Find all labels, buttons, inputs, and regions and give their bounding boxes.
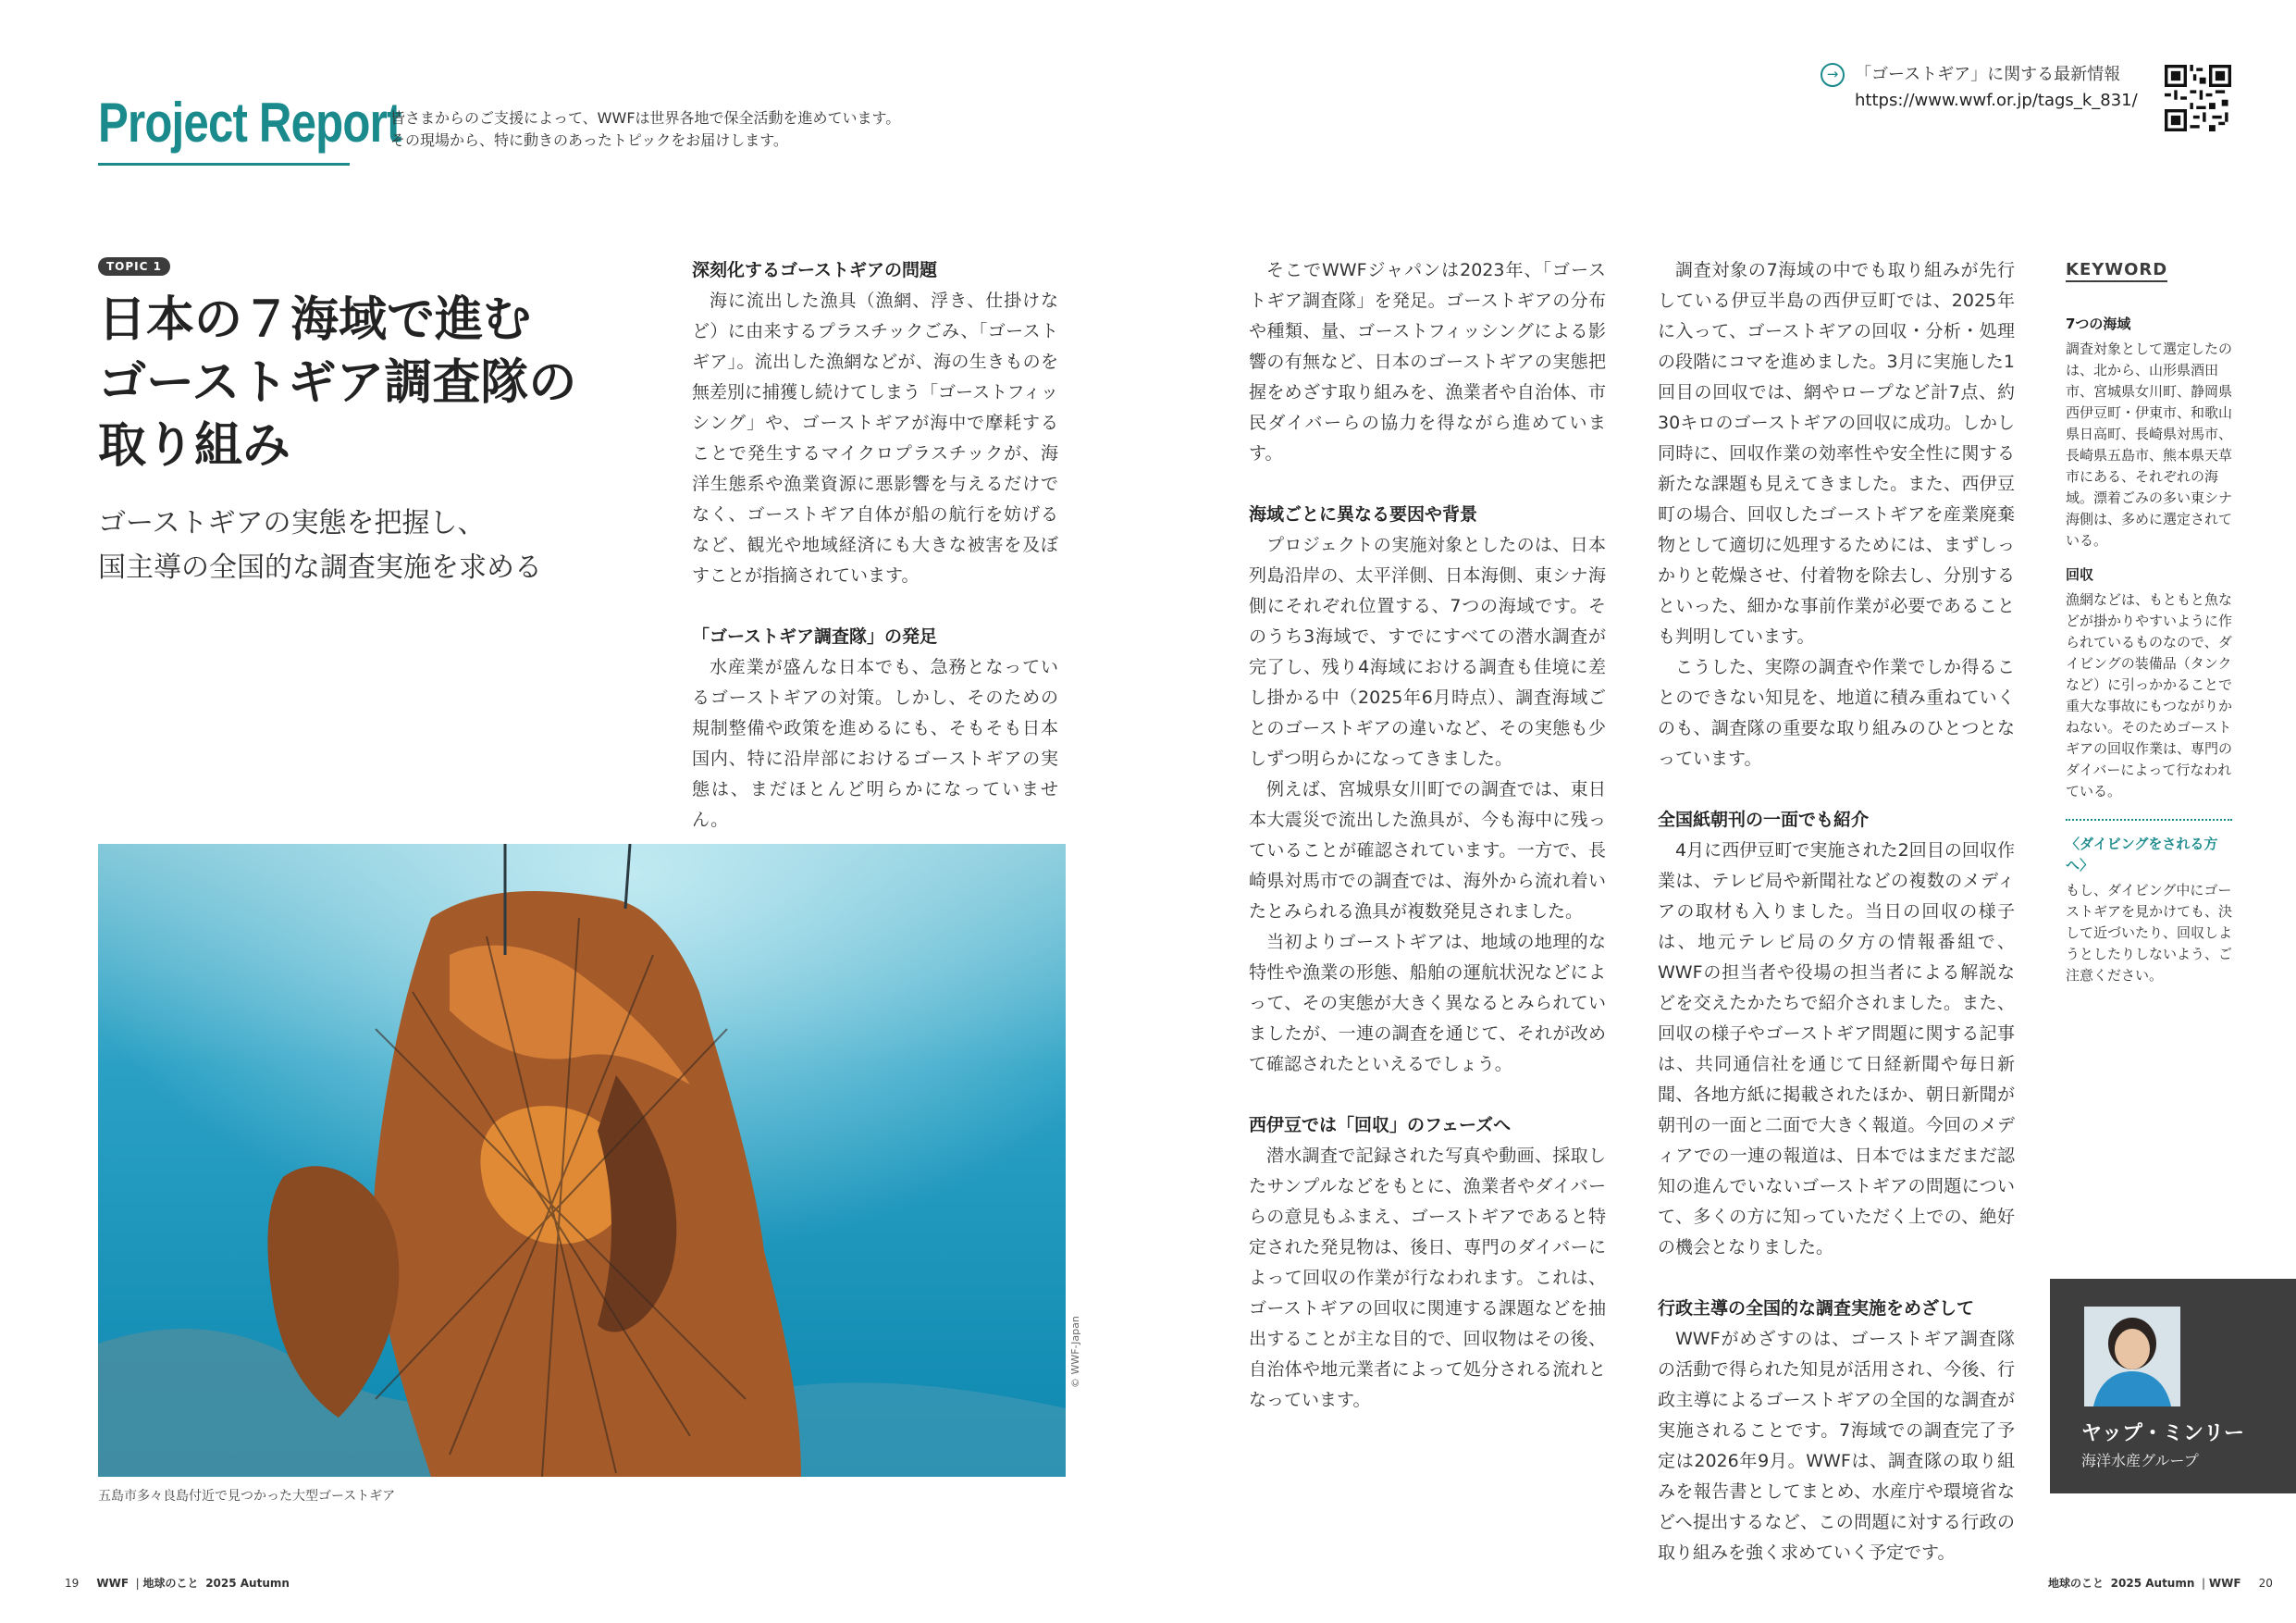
section-heading: 行政主導の全国的な調査実施をめざして <box>1658 1298 1975 1319</box>
article-column-3 <box>1658 255 2015 1568</box>
page-number: 19 <box>65 1577 80 1590</box>
keyword-divider <box>2066 819 2232 821</box>
paragraph: そこでWWFジャパンは2023年、「ゴーストギア調査隊」を発足。ゴーストギアの分布や種類、量、ゴーストフィッシングによる影響の有無など、日本のゴーストギアの実態把握をめざす取り組みを、漁業者や自治体、市民ダイバーらの協力を得ながら進めています。 <box>1249 260 1606 464</box>
article-column-2 <box>1249 255 1606 1416</box>
footer-right: 地球のこと 2025 Autumn | WWF 20 <box>2048 1577 2273 1590</box>
headline-line-3: 取り組み <box>98 418 291 474</box>
author-group: 海洋水産グループ <box>2081 1452 2199 1469</box>
section-heading: 海域ごとに異なる要因や背景 <box>1249 504 1478 525</box>
author-name: ヤップ・ミンリー <box>2081 1422 2245 1445</box>
info-label: 「ゴーストギア」に関する最新情報 <box>1855 65 2121 84</box>
section-heading: 深刻化するゴーストギアの問題 <box>692 260 938 280</box>
paragraph: 調査対象の7海域の中でも取り組みが先行している伊豆半島の西伊豆町では、2025年に入って、ゴーストギアの回収・分析・処理の段階にコマを進めました。3月に実施した1回目の回収では、網やロープなど計7点、約30キロのゴーストギアの回収に成功。しかし同時に、回収作業の効率性や安全性に関する新たな課題も見えてきました。また、西伊豆町の場合、回収したゴーストギアを産業廃棄物として適切に処理するためには、まずしっかりと乾燥させ、付着物を除去し、分別するといった、細かな事前作業が必要であることも判明しています。 <box>1658 260 2015 647</box>
section-heading: 全国紙朝刊の一面でも紹介 <box>1658 810 1870 830</box>
photo-credit: © WWF-Japan <box>1069 1316 1081 1388</box>
article-headline <box>98 289 616 477</box>
article-subhead <box>98 502 616 590</box>
page-number: 20 <box>2258 1577 2273 1590</box>
footer-mag: 地球のこと <box>142 1577 199 1590</box>
page-section-title: Project Report <box>98 92 401 154</box>
paragraph: 4月に西伊豆町で実施された2回目の回収作業は、テレビ局や新聞社などの複数のメディアの取材も入りました。当日の回収の様子は、地元テレビ局の夕方の情報番組で、WWFの担当者や役場の担当者による解説などを交えたかたちで紹介されました。また、回収の様子やゴーストギア問題に関する記事は、共同通信社を通じて日経新聞や毎日新聞、各地方紙に掲載されたほか、朝日新聞が朝刊の一面と二面で大きく報道。今回のメディアでの一連の報道は、日本ではまだまだ認知の進んでいないゴーストギアの問題について、多くの方に知っていただく上での、絶好の機会となりました。 <box>1658 840 2015 1258</box>
paragraph: 潜水調査で記録された写真や動画、採取したサンプルなどをもとに、漁業者やダイバーらの意見もふまえ、ゴーストギアであると特定された発見物は、後日、専門のダイバーによって回収の作業が行なわれます。これは、ゴーストギアの回収に関連する課題などを抽出することが主な目的で、回収物はその後、自治体や地元業者によって処分される流れとなっています。 <box>1249 1146 1606 1410</box>
arrow-right-icon: → <box>1821 63 1845 87</box>
paragraph: 例えば、宮城県女川町での調査では、東日本大震災で流出した漁具が、今も海中に残っていることが確認されています。一方で、長崎県対馬市での調査では、海外から流れ着いたとみられる漁具が複数発見されました。 <box>1249 779 1606 922</box>
title-underline <box>98 163 350 166</box>
author-avatar <box>2084 1307 2180 1406</box>
footer-issue: 2025 Autumn <box>2110 1577 2195 1590</box>
keyword-text: 調査対象として選定したのは、北から、山形県酒田市、宮城県女川町、静岡県西伊豆町・伊東市、和歌山県日高町、長崎県対馬市、長崎県五島市、熊本県天草市にある、それぞれの海域。漂着ごみの多い東シナ海側は、多めに選定されている。 <box>2066 341 2233 549</box>
section-heading: 「ゴーストギア調査隊」の発足 <box>692 626 938 647</box>
paragraph: こうした、実際の調査や作業でしか得ることのできない知見を、地道に積み重ねていくのも、調査隊の重要な取り組みのひとつとなっています。 <box>1658 657 2015 769</box>
footer-issue: 2025 Autumn <box>205 1577 290 1590</box>
paragraph: プロジェクトの実施対象としたのは、日本列島沿岸の、太平洋側、日本海側、東シナ海側にそれぞれ位置する、7つの海域です。そのうち3海域で、すでにすべての潜水調査が完了し、残り4海域における調査も佳境に差し掛かる中（2025年6月時点）、調査海域ごとのゴーストギアの違いなど、その実態も少しずつ明らかになってきました。 <box>1249 535 1606 769</box>
qr-code-icon[interactable] <box>2165 65 2231 131</box>
photo-caption: 五島市多々良島付近で見つかった大型ゴーストギア <box>98 1489 396 1504</box>
diver-notice-text: もし、ダイビング中にゴーストギアを見かけても、決して近づいたり、回収しようとしたりしないよう、ご注意ください。 <box>2066 882 2233 984</box>
topic-badge: TOPIC 1 <box>98 257 170 276</box>
keyword-sidebar <box>2066 259 2232 986</box>
keyword-term: 回収 <box>2066 566 2094 583</box>
paragraph: WWFがめざすのは、ゴーストギア調査隊の活動で得られた知見が活用され、今後、行政主導によるゴーストギアの全国的な調査が実施されることです。7海域での調査完了予定は2026年9月。WWFは、調査隊の取り組みを報告書としてまとめ、水産庁や環境省などへ提出するなど、この問題に対する行政の取り組みを強く求めていく予定です。 <box>1658 1329 2015 1563</box>
footer-org: WWF <box>2208 1577 2241 1590</box>
ghost-gear-underwater-photo <box>98 844 1066 1477</box>
paragraph: 水産業が盛んな日本でも、急務となっているゴーストギアの対策。しかし、そのための規制整備や政策を進めるにも、そもそも日本国内、特に沿岸部におけるゴーストギアの実態は、まだほとんど明らかになっていません。 <box>692 657 1058 830</box>
subhead-line-1: ゴーストギアの実態を把握し、 <box>98 507 486 539</box>
keyword-term: 7つの海域 <box>2066 316 2131 332</box>
article-column-1 <box>692 255 1058 836</box>
paragraph: 海に流出した漁具（漁網、浮き、仕掛けなど）に由来するプラスチックごみ、「ゴーストギア」。流出した漁網などが、海の生きものを無差別に捕獲し続けてしまう「ゴーストフィッシング」や、ゴーストギアが海中で摩耗することで発生するマイクロプラスチックが、海洋生態系や漁業資源に悪影響を与えるだけでなく、ゴーストギア自体が船の航行を妨げるなど、観光や地域経済にも大きな被害を及ぼすことが指摘されています。 <box>692 291 1058 586</box>
subhead-line-2: 国主導の全国的な調査実施を求める <box>98 551 542 584</box>
footer-org: WWF <box>96 1577 130 1590</box>
keyword-title: KEYWORD <box>2066 259 2167 282</box>
intro-line-2: その現場から、特に動きのあったトピックをお届けします。 <box>390 131 788 149</box>
section-heading: 西伊豆では「回収」のフェーズへ <box>1249 1115 1512 1135</box>
footer-mag: 地球のこと <box>2048 1577 2105 1590</box>
section-intro <box>390 107 964 152</box>
diver-notice-heading: 〈ダイビングをされる方へ〉 <box>2066 836 2218 873</box>
paragraph: 当初よりゴーストギアは、地域の地理的な特性や漁業の形態、船舶の運航状況などによって、その実態が大きく異なるとみられていましたが、一連の調査を通じて、それが改めて確認されたといえるでしょう。 <box>1249 932 1606 1074</box>
footer-left: 19 WWF | 地球のこと 2025 Autumn <box>65 1577 290 1590</box>
keyword-text: 漁網などは、もともと魚などが掛かりやすいように作られているものなので、ダイビングの装備品（タンクなど）に引っかかることで重大な事故にもつながりかねない。そのためゴーストギアの回収作業は、専門のダイバーによって行なわれている。 <box>2066 591 2233 799</box>
intro-line-1: 皆さまからのご支援によって、WWFは世界各地で保全活動を進めています。 <box>390 109 901 127</box>
headline-line-1: 日本の７海域で進む <box>98 292 532 348</box>
info-url-link[interactable]: https://www.wwf.or.jp/tags_k_831/ <box>1855 91 2138 110</box>
headline-line-2: ゴーストギア調査隊の <box>98 355 577 411</box>
